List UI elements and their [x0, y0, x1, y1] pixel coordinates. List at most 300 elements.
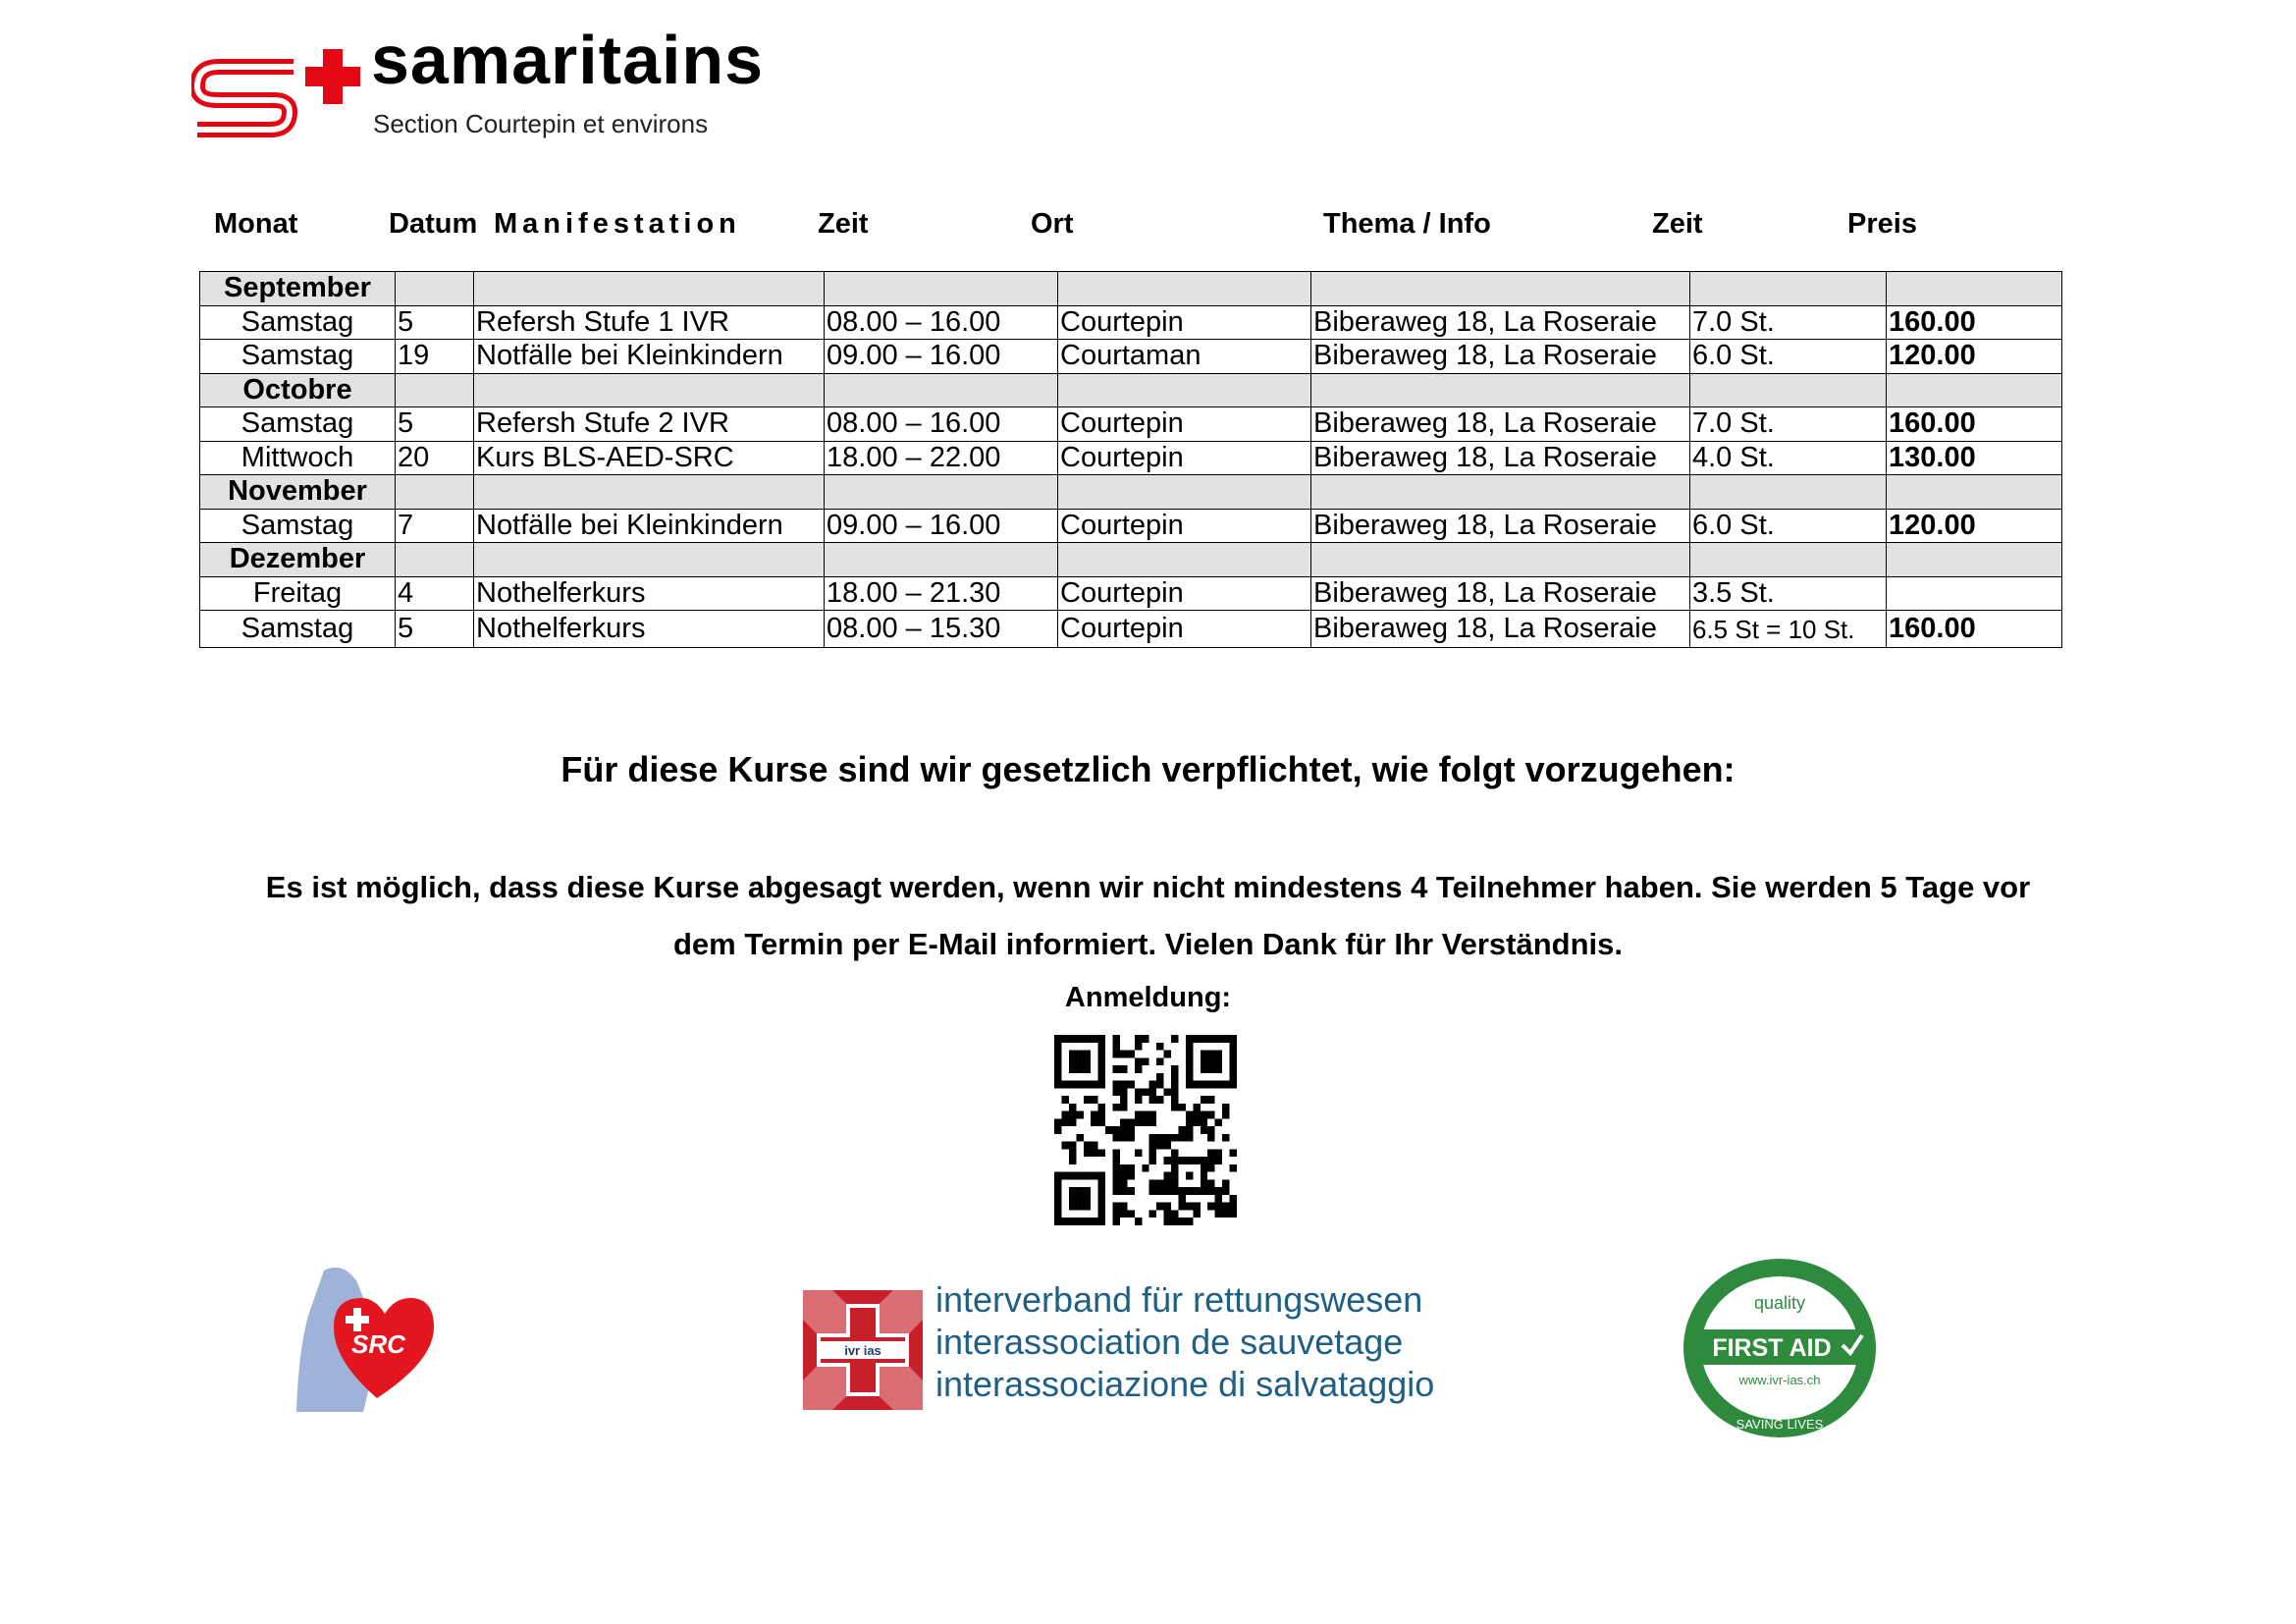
- qr-module: [1069, 1157, 1076, 1164]
- qr-module: [1230, 1203, 1237, 1211]
- place-cell: Courtepin: [1058, 611, 1311, 648]
- qr-module: [1135, 1111, 1142, 1119]
- qr-module: [1091, 1142, 1097, 1150]
- qr-module: [1222, 1081, 1229, 1089]
- brand-subtitle: Section Courtepin et environs: [373, 109, 709, 138]
- qr-module: [1215, 1195, 1222, 1203]
- qr-module: [1098, 1104, 1105, 1111]
- column-header-dauer: Zeit: [1652, 208, 1703, 240]
- table-row: [200, 305, 2062, 340]
- qr-module: [1120, 1210, 1127, 1218]
- cancellation-notice-line-1: Es ist möglich, dass diese Kurse abgesagt werden, wenn wir nicht mindestens 4 Teilnehmer haben. Sie werden 5 Tage vor: [265, 870, 2031, 904]
- qr-module: [1207, 1164, 1214, 1172]
- qr-module: [1120, 1104, 1127, 1111]
- qr-module: [1156, 1073, 1163, 1081]
- qr-module: [1120, 1134, 1127, 1142]
- event-cell: Nothelferkurs: [474, 576, 825, 611]
- qr-module: [1061, 1035, 1068, 1043]
- qr-module: [1076, 1195, 1083, 1203]
- qr-module: [1171, 1134, 1178, 1142]
- qr-module: [1186, 1057, 1193, 1065]
- qr-module: [1098, 1051, 1105, 1058]
- qr-module: [1201, 1111, 1207, 1119]
- qr-module: [1069, 1142, 1076, 1150]
- qr-module: [1207, 1057, 1214, 1065]
- qr-module: [1142, 1035, 1148, 1043]
- qr-module: [1178, 1187, 1185, 1195]
- qr-module: [1054, 1035, 1061, 1043]
- qr-module: [1164, 1187, 1171, 1195]
- qr-module: [1113, 1179, 1120, 1187]
- qr-module: [1113, 1051, 1120, 1058]
- qr-module: [1098, 1187, 1105, 1195]
- qr-module: [1222, 1035, 1229, 1043]
- qr-module: [1149, 1142, 1156, 1150]
- ivr-line-fr: interassociation de sauvetage: [935, 1322, 1404, 1362]
- qr-module: [1149, 1210, 1156, 1218]
- month-row-dezember: [200, 543, 2062, 577]
- qr-module: [1127, 1126, 1134, 1134]
- info-cell: Biberaweg 18, La Roseraie: [1311, 305, 1690, 340]
- duration-cell: 6.5 St = 10 St.: [1690, 611, 1887, 648]
- qr-module: [1113, 1043, 1120, 1051]
- time-cell: 09.00 – 16.00: [825, 340, 1058, 374]
- ivr-emblem-icon: [803, 1290, 923, 1410]
- event-cell: Nothelferkurs: [474, 611, 825, 648]
- qr-module: [1120, 1081, 1127, 1089]
- qr-module: [1215, 1065, 1222, 1073]
- column-header-ort: Ort: [1031, 208, 1074, 240]
- qr-module: [1201, 1035, 1207, 1043]
- qr-module: [1069, 1081, 1076, 1089]
- qr-module: [1186, 1118, 1193, 1126]
- qr-module: [1054, 1043, 1061, 1051]
- qr-module: [1186, 1187, 1193, 1195]
- qr-module: [1230, 1149, 1237, 1157]
- first-aid-quality-seal: [1682, 1257, 1878, 1444]
- price-cell: 130.00: [1887, 441, 2062, 475]
- qr-module: [1069, 1172, 1076, 1180]
- qr-module: [1120, 1088, 1127, 1096]
- qr-module: [1098, 1081, 1105, 1089]
- qr-module: [1076, 1172, 1083, 1180]
- qr-module: [1156, 1142, 1163, 1150]
- qr-module: [1149, 1096, 1156, 1104]
- qr-module: [1171, 1104, 1178, 1111]
- day-cell: Samstag: [200, 611, 396, 648]
- qr-module: [1164, 1088, 1171, 1096]
- event-cell: Refersh Stufe 1 IVR: [474, 305, 825, 340]
- price-cell: 160.00: [1887, 305, 2062, 340]
- qr-module: [1091, 1035, 1097, 1043]
- qr-module: [1135, 1088, 1142, 1096]
- qr-module: [1215, 1035, 1222, 1043]
- event-cell: Notfälle bei Kleinkindern: [474, 509, 825, 543]
- qr-module: [1230, 1065, 1237, 1073]
- month-label: Octobre: [200, 373, 396, 407]
- seal-first-aid-text: FIRST AID: [1712, 1334, 1832, 1362]
- qr-module: [1193, 1210, 1200, 1218]
- qr-module: [1098, 1218, 1105, 1225]
- qr-module: [1054, 1218, 1061, 1225]
- day-cell: Freitag: [200, 576, 396, 611]
- info-cell: Biberaweg 18, La Roseraie: [1311, 407, 1690, 442]
- table-row: [200, 509, 2062, 543]
- qr-module: [1171, 1187, 1178, 1195]
- qr-module: [1061, 1111, 1068, 1119]
- qr-module: [1069, 1111, 1076, 1119]
- qr-module: [1230, 1081, 1237, 1089]
- qr-module: [1120, 1126, 1127, 1134]
- time-cell: 18.00 – 21.30: [825, 576, 1058, 611]
- qr-module: [1215, 1051, 1222, 1058]
- table-row: [200, 576, 2062, 611]
- qr-module: [1084, 1172, 1091, 1180]
- day-cell: Samstag: [200, 340, 396, 374]
- qr-module: [1215, 1210, 1222, 1218]
- qr-module: [1149, 1088, 1156, 1096]
- place-cell: Courtepin: [1058, 441, 1311, 475]
- qr-module: [1091, 1081, 1097, 1089]
- qr-module: [1201, 1179, 1207, 1187]
- qr-module: [1091, 1111, 1097, 1119]
- qr-module: [1222, 1179, 1229, 1187]
- qr-module: [1061, 1118, 1068, 1126]
- qr-module: [1207, 1126, 1214, 1134]
- qr-module: [1113, 1157, 1120, 1164]
- qr-module: [1142, 1057, 1148, 1065]
- qr-module: [1084, 1065, 1091, 1073]
- ivr-ias-logo: [803, 1279, 1435, 1410]
- qr-module: [1091, 1149, 1097, 1157]
- qr-module: [1120, 1172, 1127, 1180]
- qr-module: [1171, 1172, 1178, 1180]
- month-label: Dezember: [200, 543, 396, 577]
- time-cell: 08.00 – 16.00: [825, 407, 1058, 442]
- event-cell: Refersh Stufe 2 IVR: [474, 407, 825, 442]
- qr-module: [1098, 1149, 1105, 1157]
- qr-module: [1171, 1073, 1178, 1081]
- column-header-monat: Monat: [214, 208, 298, 240]
- qr-module: [1207, 1065, 1214, 1073]
- qr-module: [1156, 1134, 1163, 1142]
- qr-module: [1127, 1134, 1134, 1142]
- qr-module: [1076, 1035, 1083, 1043]
- day-cell: Samstag: [200, 509, 396, 543]
- qr-module: [1156, 1096, 1163, 1104]
- qr-module: [1054, 1179, 1061, 1187]
- qr-module: [1098, 1035, 1105, 1043]
- price-cell: 120.00: [1887, 340, 2062, 374]
- qr-module: [1084, 1218, 1091, 1225]
- qr-module: [1084, 1035, 1091, 1043]
- qr-module: [1186, 1218, 1193, 1225]
- qr-module: [1127, 1172, 1134, 1180]
- qr-module: [1201, 1065, 1207, 1073]
- date-cell: 5: [396, 305, 474, 340]
- date-cell: 19: [396, 340, 474, 374]
- info-cell: Biberaweg 18, La Roseraie: [1311, 509, 1690, 543]
- qr-module: [1215, 1149, 1222, 1157]
- info-cell: Biberaweg 18, La Roseraie: [1311, 441, 1690, 475]
- qr-module: [1135, 1057, 1142, 1065]
- time-cell: 18.00 – 22.00: [825, 441, 1058, 475]
- qr-module: [1207, 1179, 1214, 1187]
- qr-module: [1127, 1081, 1134, 1089]
- registration-qr-code[interactable]: [1054, 1035, 1237, 1230]
- qr-module: [1054, 1081, 1061, 1089]
- qr-module: [1171, 1164, 1178, 1172]
- qr-module: [1164, 1134, 1171, 1142]
- qr-module: [1230, 1035, 1237, 1043]
- qr-module: [1076, 1081, 1083, 1089]
- qr-module: [1186, 1035, 1193, 1043]
- qr-module: [1084, 1195, 1091, 1203]
- qr-module: [1054, 1051, 1061, 1058]
- qr-module: [1076, 1057, 1083, 1065]
- info-cell: Biberaweg 18, La Roseraie: [1311, 611, 1690, 648]
- qr-module: [1076, 1187, 1083, 1195]
- price-cell: 120.00: [1887, 509, 2062, 543]
- time-cell: 08.00 – 16.00: [825, 305, 1058, 340]
- qr-module: [1054, 1187, 1061, 1195]
- column-header-zeit: Zeit: [818, 208, 869, 240]
- date-cell: 5: [396, 407, 474, 442]
- qr-module: [1120, 1179, 1127, 1187]
- qr-module: [1149, 1081, 1156, 1089]
- duration-cell: 3.5 St.: [1690, 576, 1887, 611]
- qr-module: [1120, 1164, 1127, 1172]
- qr-module: [1076, 1134, 1083, 1142]
- qr-module: [1178, 1157, 1185, 1164]
- qr-module: [1098, 1043, 1105, 1051]
- qr-module: [1186, 1203, 1193, 1211]
- qr-module: [1222, 1111, 1229, 1119]
- qr-module: [1084, 1149, 1091, 1157]
- qr-module: [1149, 1187, 1156, 1195]
- qr-module: [1120, 1065, 1127, 1073]
- qr-module: [1076, 1218, 1083, 1225]
- qr-module: [1186, 1043, 1193, 1051]
- duration-cell: 6.0 St.: [1690, 340, 1887, 374]
- table-row: [200, 407, 2062, 442]
- price-cell: 160.00: [1887, 611, 2062, 648]
- qr-module: [1142, 1111, 1148, 1119]
- qr-module: [1230, 1051, 1237, 1058]
- qr-module: [1076, 1111, 1083, 1119]
- qr-module: [1098, 1179, 1105, 1187]
- qr-module: [1113, 1187, 1120, 1195]
- qr-module: [1215, 1203, 1222, 1211]
- qr-module: [1054, 1057, 1061, 1065]
- seal-url-text: www.ivr-ias.ch: [1738, 1373, 1821, 1387]
- qr-module: [1164, 1218, 1171, 1225]
- qr-module: [1084, 1142, 1091, 1150]
- qr-module: [1222, 1187, 1229, 1195]
- duration-cell: 7.0 St.: [1690, 305, 1887, 340]
- qr-module: [1127, 1118, 1134, 1126]
- qr-module: [1171, 1088, 1178, 1096]
- qr-module: [1171, 1210, 1178, 1218]
- qr-module: [1084, 1187, 1091, 1195]
- qr-module: [1069, 1057, 1076, 1065]
- qr-module: [1193, 1104, 1200, 1111]
- qr-module: [1142, 1118, 1148, 1126]
- day-cell: Samstag: [200, 407, 396, 442]
- qr-module: [1135, 1043, 1142, 1051]
- qr-module: [1061, 1142, 1068, 1150]
- qr-module: [1084, 1096, 1091, 1104]
- qr-module: [1098, 1111, 1105, 1119]
- qr-module: [1171, 1081, 1178, 1089]
- qr-module: [1142, 1164, 1148, 1172]
- qr-module: [1120, 1203, 1127, 1211]
- qr-module: [1207, 1111, 1214, 1119]
- qr-module: [1069, 1118, 1076, 1126]
- month-label: September: [200, 272, 396, 306]
- time-cell: 08.00 – 15.30: [825, 611, 1058, 648]
- qr-module: [1098, 1195, 1105, 1203]
- info-cell: Biberaweg 18, La Roseraie: [1311, 340, 1690, 374]
- qr-module: [1186, 1065, 1193, 1073]
- month-row-november: [200, 475, 2062, 510]
- qr-module: [1164, 1051, 1171, 1058]
- qr-module: [1156, 1187, 1163, 1195]
- qr-module: [1113, 1164, 1120, 1172]
- qr-module: [1098, 1065, 1105, 1073]
- date-cell: 5: [396, 611, 474, 648]
- qr-module: [1178, 1126, 1185, 1134]
- qr-module: [1149, 1157, 1156, 1164]
- table-row: [200, 611, 2062, 648]
- qr-module: [1149, 1149, 1156, 1157]
- qr-module: [1149, 1118, 1156, 1126]
- qr-module: [1156, 1179, 1163, 1187]
- ivr-line-it: interassociazione di salvataggio: [935, 1364, 1435, 1404]
- qr-module: [1186, 1126, 1193, 1134]
- qr-module: [1207, 1051, 1214, 1058]
- qr-module: [1222, 1104, 1229, 1111]
- qr-module: [1164, 1172, 1171, 1180]
- qr-module: [1164, 1210, 1171, 1218]
- qr-module: [1164, 1179, 1171, 1187]
- qr-module: [1076, 1051, 1083, 1058]
- qr-module: [1186, 1172, 1193, 1180]
- qr-module: [1193, 1111, 1200, 1119]
- place-cell: Courtepin: [1058, 407, 1311, 442]
- qr-module: [1135, 1035, 1142, 1043]
- qr-module: [1171, 1218, 1178, 1225]
- info-cell: Biberaweg 18, La Roseraie: [1311, 576, 1690, 611]
- qr-module: [1201, 1081, 1207, 1089]
- qr-module: [1178, 1104, 1185, 1111]
- qr-module: [1201, 1164, 1207, 1172]
- qr-module: [1178, 1203, 1185, 1211]
- qr-module: [1142, 1088, 1148, 1096]
- seal-saving-lives-text: SAVING LIVES: [1735, 1417, 1824, 1432]
- qr-module: [1201, 1118, 1207, 1126]
- qr-module: [1054, 1073, 1061, 1081]
- qr-module: [1120, 1051, 1127, 1058]
- qr-module: [1127, 1210, 1134, 1218]
- qr-module: [1098, 1118, 1105, 1126]
- qr-module: [1193, 1187, 1200, 1195]
- qr-module: [1207, 1134, 1214, 1142]
- month-label: November: [200, 475, 396, 510]
- qr-module: [1156, 1043, 1163, 1051]
- table-row: [200, 340, 2062, 374]
- qr-module: [1178, 1134, 1185, 1142]
- src-heart-logo: [294, 1263, 442, 1417]
- qr-module: [1230, 1043, 1237, 1051]
- qr-module: [1054, 1118, 1061, 1126]
- qr-module: [1156, 1203, 1163, 1211]
- qr-module: [1091, 1218, 1097, 1225]
- qr-module: [1061, 1081, 1068, 1089]
- qr-module: [1193, 1203, 1200, 1211]
- qr-module: [1069, 1051, 1076, 1058]
- qr-module: [1061, 1218, 1068, 1225]
- qr-module: [1084, 1203, 1091, 1211]
- qr-module: [1098, 1203, 1105, 1211]
- src-logo-text: SRC: [351, 1329, 405, 1359]
- qr-module: [1193, 1035, 1200, 1043]
- qr-module: [1113, 1126, 1120, 1134]
- qr-module: [1069, 1195, 1076, 1203]
- registration-label: Anmeldung:: [1064, 982, 1232, 1013]
- qr-module: [1091, 1118, 1097, 1126]
- qr-module: [1156, 1081, 1163, 1089]
- qr-module: [1069, 1104, 1076, 1111]
- qr-module: [1171, 1157, 1178, 1164]
- place-cell: Courtaman: [1058, 340, 1311, 374]
- qr-module: [1156, 1057, 1163, 1065]
- qr-module: [1098, 1172, 1105, 1180]
- qr-module: [1069, 1065, 1076, 1073]
- qr-module: [1171, 1096, 1178, 1104]
- qr-module: [1076, 1203, 1083, 1211]
- qr-module: [1069, 1203, 1076, 1211]
- qr-module: [1113, 1203, 1120, 1211]
- duration-cell: 6.0 St.: [1690, 509, 1887, 543]
- qr-module: [1171, 1035, 1178, 1043]
- qr-module: [1201, 1157, 1207, 1164]
- legal-notice-heading: Für diese Kurse sind wir gesetzlich verpflichtet, wie folgt vorzugehen:: [561, 749, 1735, 789]
- qr-module: [1113, 1104, 1120, 1111]
- event-cell: Kurs BLS-AED-SRC: [474, 441, 825, 475]
- qr-module: [1230, 1210, 1237, 1218]
- qr-module: [1113, 1065, 1120, 1073]
- qr-module: [1113, 1149, 1120, 1157]
- place-cell: Courtepin: [1058, 305, 1311, 340]
- place-cell: Courtepin: [1058, 509, 1311, 543]
- qr-module: [1201, 1096, 1207, 1104]
- qr-module: [1230, 1164, 1237, 1172]
- qr-module: [1149, 1134, 1156, 1142]
- qr-module: [1222, 1210, 1229, 1218]
- qr-module: [1171, 1149, 1178, 1157]
- qr-module: [1113, 1218, 1120, 1225]
- qr-module: [1135, 1218, 1142, 1225]
- seal-quality-text: quality: [1753, 1293, 1806, 1313]
- qr-module: [1091, 1096, 1097, 1104]
- qr-module: [1186, 1081, 1193, 1089]
- day-cell: Mittwoch: [200, 441, 396, 475]
- qr-module: [1113, 1081, 1120, 1089]
- event-cell: Notfälle bei Kleinkindern: [474, 340, 825, 374]
- qr-module: [1230, 1057, 1237, 1065]
- qr-module: [1098, 1210, 1105, 1218]
